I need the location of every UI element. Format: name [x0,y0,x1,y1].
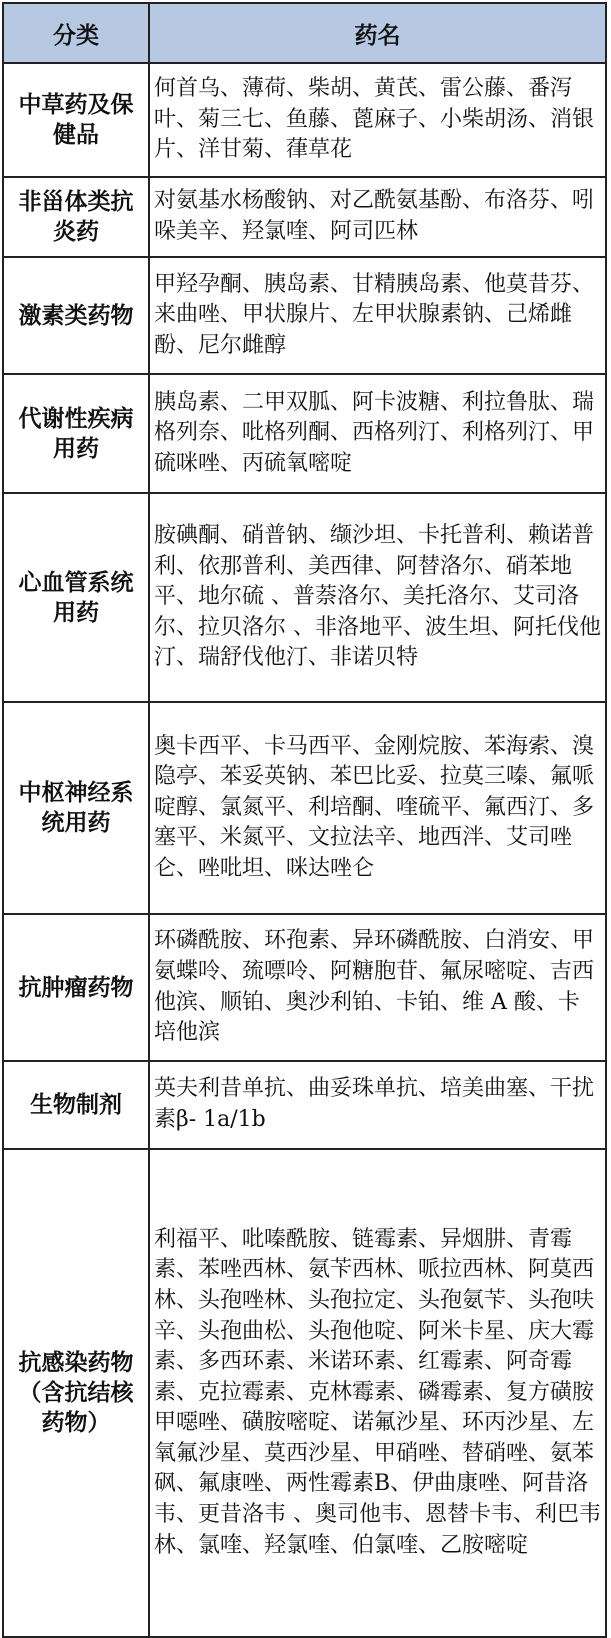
table-row [3,1061,606,1149]
header-category: 分类 [3,3,149,63]
header-drug-names: 药名 [149,3,606,63]
category-cell: 抗感染药物（含抗结核药物） [3,1149,149,1637]
category-cell: 激素类药物 [3,257,149,374]
drug-list-cell: 英夫利昔单抗、曲妥珠单抗、培美曲塞、干扰素β- 1a/1b [149,1061,606,1149]
drug-list-cell: 环磷酰胺、环孢素、异环磷酰胺、白消安、甲氨蝶呤、巯嘌呤、阿糖胞苷、氟尿嘧啶、吉西他滨、顺铂、奥沙利铂、卡铂、维 A 酸、卡培他滨 [149,914,606,1061]
drug-list-cell: 奥卡西平、卡马西平、金刚烷胺、苯海索、溴隐亭、苯妥英钠、苯巴比妥、拉莫三嗪、氟哌啶醇、氯氮平、利培酮、喹硫平、氟西汀、多塞平、米氮平、文拉法辛、地西泮、艾司唑仑、唑吡坦、咪达唑仑 [149,702,606,914]
table-row [3,63,606,177]
table-row [3,1149,606,1637]
drug-list-cell: 何首乌、薄荷、柴胡、黄芪、雷公藤、番泻叶、菊三七、鱼藤、蓖麻子、小柴胡汤、消银片、洋甘菊、葎草花 [149,63,606,177]
category-cell: 中草药及保健品 [3,63,149,177]
category-cell: 非甾体类抗炎药 [3,177,149,257]
category-cell: 代谢性疾病用药 [3,374,149,493]
drug-list-cell: 利福平、吡嗪酰胺、链霉素、异烟肼、青霉素、苯唑西林、氨苄西林、哌拉西林、阿莫西林、头孢唑林、头孢拉定、头孢氨苄、头孢呋辛、头孢曲松、头孢他啶、阿米卡星、庆大霉素、多西环素、米诺环素、红霉素、阿奇霉素、克拉霉素、克林霉素、磷霉素、复方磺胺甲噁唑、磺胺嘧啶、诺氟沙星、环丙沙星、左氧氟沙星、莫西沙星、甲硝唑、替硝唑、氨苯砜、氟康唑、两性霉素B、伊曲康唑、阿昔洛韦、更昔洛韦 、奥司他韦、恩替卡韦、利巴韦林、氯喹、羟氯喹、伯氯喹、乙胺嘧啶 [149,1149,606,1637]
table-row [3,257,606,374]
drug-category-table [2,2,607,1638]
drug-list-cell: 胰岛素、二甲双胍、阿卡波糖、利拉鲁肽、瑞格列奈、吡格列酮、西格列汀、利格列汀、甲硫咪唑、丙硫氧嘧啶 [149,374,606,493]
drug-list-cell: 胺碘酮、硝普钠、缬沙坦、卡托普利、赖诺普利、依那普利、美西律、阿替洛尔、硝苯地平、地尔硫 、普萘洛尔、美托洛尔、艾司洛尔、拉贝洛尔 、非洛地平、波生坦、阿托伐他汀、瑞舒伐他汀、非诺贝特 [149,493,606,702]
table-row [3,702,606,914]
drug-list-cell: 对氨基水杨酸钠、对乙酰氨基酚、布洛芬、吲哚美辛、羟氯喹、阿司匹林 [149,177,606,257]
table-row [3,914,606,1061]
table-row [3,177,606,257]
category-cell: 抗肿瘤药物 [3,914,149,1061]
category-cell: 生物制剂 [3,1061,149,1149]
drug-list-cell: 甲羟孕酮、胰岛素、甘精胰岛素、他莫昔芬、来曲唑、甲状腺片、左甲状腺素钠、己烯雌酚、尼尔雌醇 [149,257,606,374]
table-row [3,493,606,702]
table-header-row [3,3,606,63]
table-row [3,374,606,493]
category-cell: 中枢神经系统用药 [3,702,149,914]
category-cell: 心血管系统用药 [3,493,149,702]
